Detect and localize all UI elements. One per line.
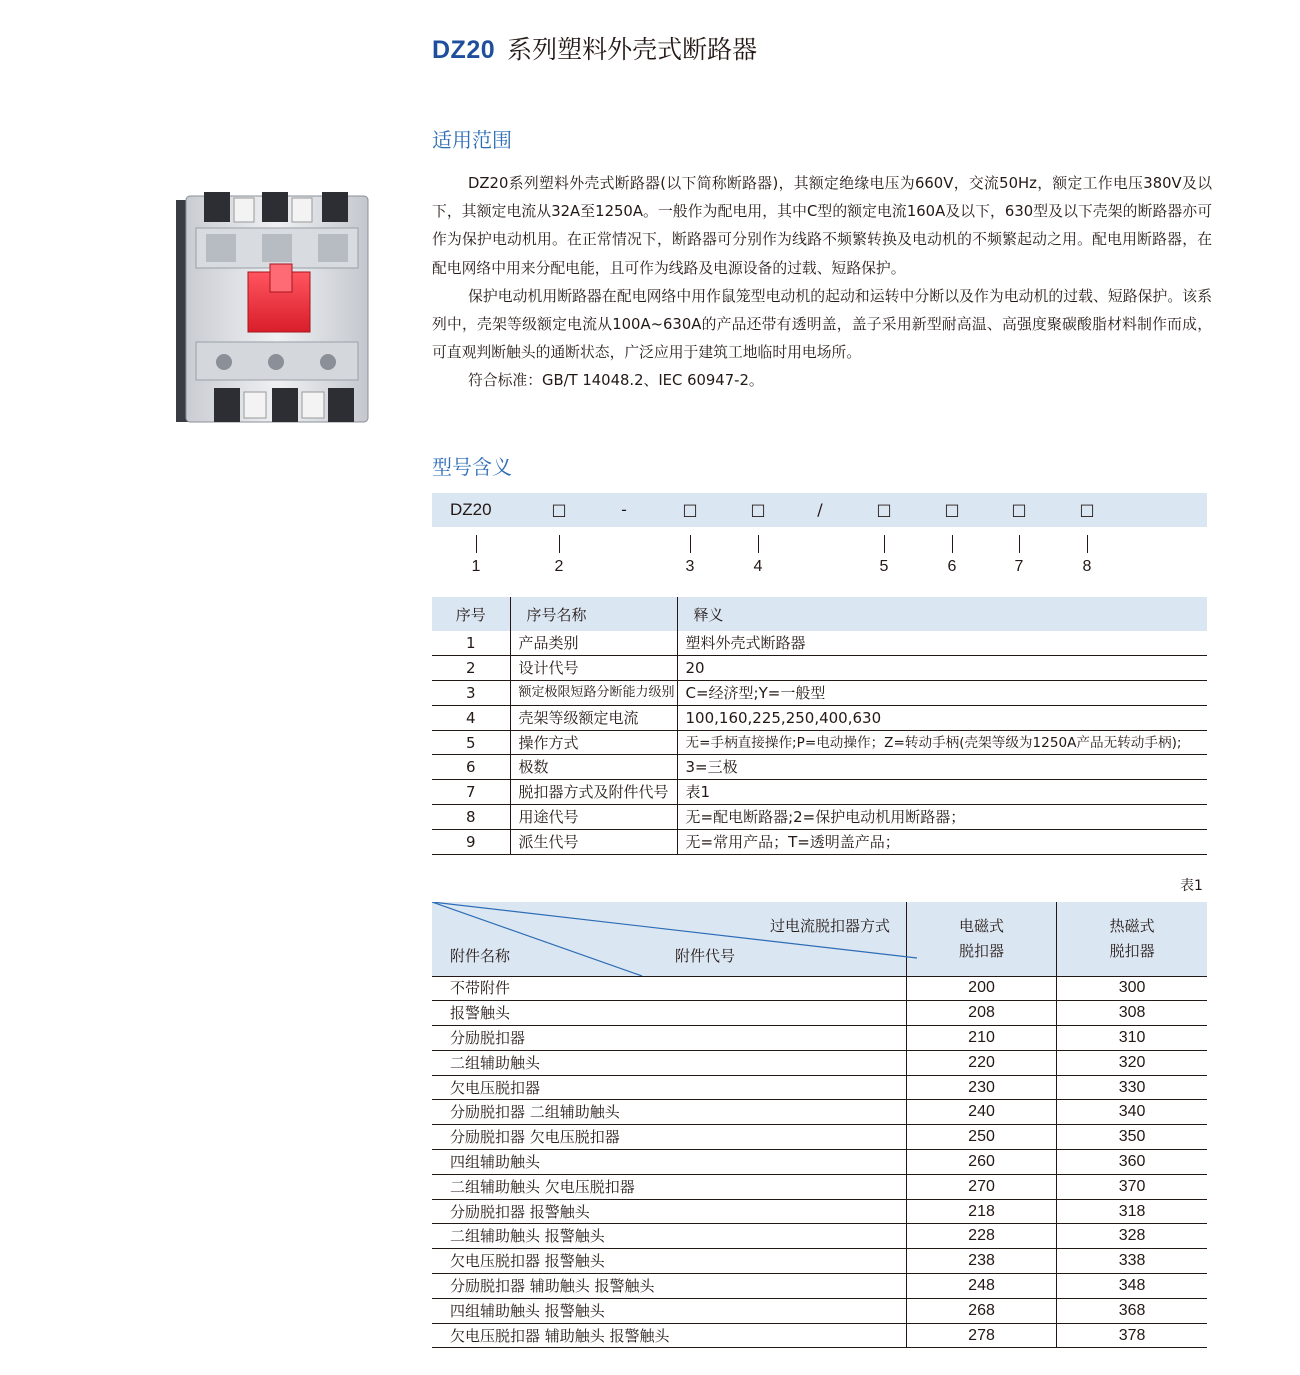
cell-tm-code: 368	[1057, 1298, 1207, 1323]
table-row	[432, 1001, 1207, 1026]
header-thermal-magnetic-line2: 脱扣器	[1109, 941, 1155, 960]
cell-em-code: 250	[906, 1125, 1056, 1150]
cell-accessory: 分励脱扣器 辅助触头 报警触头	[432, 1274, 906, 1299]
cell-em-code: 270	[906, 1174, 1056, 1199]
cell-em-code: 200	[906, 976, 1056, 1001]
header-accessory-name: 附件名称	[450, 947, 511, 965]
cell-tm-code: 318	[1057, 1199, 1207, 1224]
code-number: 8	[1082, 558, 1092, 575]
table-row	[432, 1249, 1207, 1274]
header-electromagnetic	[906, 902, 1056, 976]
diagonal-header-cell	[432, 902, 906, 976]
cell-tm-code: 338	[1057, 1249, 1207, 1274]
scope-body	[432, 170, 1212, 396]
table-row	[432, 656, 1207, 681]
cell-accessory: 欠电压脱扣器	[432, 1075, 906, 1100]
cell-tm-code: 348	[1057, 1274, 1207, 1299]
cell-accessory: 报警触头	[432, 1001, 906, 1026]
table-row	[432, 780, 1207, 805]
table-row	[432, 730, 1207, 755]
cell-em-code: 208	[906, 1001, 1056, 1026]
cell-name: 脱扣器方式及附件代号	[510, 780, 677, 805]
cell-index: 4	[432, 705, 510, 730]
cell-accessory: 四组辅助触头 报警触头	[432, 1298, 906, 1323]
code-number: 2	[554, 558, 564, 575]
code-box-3: □	[682, 500, 698, 519]
code-number: 1	[471, 558, 481, 575]
table-row	[432, 631, 1207, 656]
cell-em-code: 248	[906, 1274, 1056, 1299]
table-row	[432, 1298, 1207, 1323]
code-number: 5	[879, 558, 889, 575]
table-row	[432, 1150, 1207, 1175]
table-row	[432, 705, 1207, 730]
cell-tm-code: 330	[1057, 1075, 1207, 1100]
code-box-2: □	[551, 500, 567, 519]
cell-index: 7	[432, 780, 510, 805]
cell-index: 9	[432, 829, 510, 854]
cell-meaning: 无=配电断路器;2=保护电动机用断路器；	[677, 805, 1207, 830]
code-box-5: □	[876, 500, 892, 519]
cell-meaning: 无=手柄直接操作;P=电动操作；Z=转动手柄(壳架等级为1250A产品无转动手柄);	[677, 730, 1207, 755]
cell-meaning: 塑料外壳式断路器	[677, 631, 1207, 656]
scope-heading: 适用范围	[432, 128, 512, 152]
cell-accessory: 欠电压脱扣器 辅助触头 报警触头	[432, 1323, 906, 1348]
scope-paragraph-1: DZ20系列塑料外壳式断路器(以下简称断路器)，其额定绝缘电压为660V，交流50Hz，额定工作电压380V及以下，其额定电流从32A至1250A。一般作为配电用，其中C型的额定电流160A及以下，630型及以下壳架的断路器亦可作为保护电动机用。在正常情况下，断路器可分别作为线路不频繁转换及电动机的不频繁起动之用。配电用断路器，在配电网络中用来分配电能，且可作为线路及电源设备的过载、短路保护。	[432, 175, 1212, 277]
code-tick	[884, 535, 885, 553]
cell-name: 壳架等级额定电流	[510, 705, 677, 730]
table-row	[432, 1050, 1207, 1075]
cell-name: 额定极限短路分断能力级别	[510, 681, 677, 706]
cell-name: 用途代号	[510, 805, 677, 830]
cell-em-code: 230	[906, 1075, 1056, 1100]
cell-tm-code: 320	[1057, 1050, 1207, 1075]
circuit-breaker-image	[176, 192, 374, 428]
cell-meaning: 100,160,225,250,400,630	[677, 705, 1207, 730]
header-thermal-magnetic	[1057, 902, 1207, 976]
code-dash: -	[621, 500, 627, 519]
cell-tm-code: 340	[1057, 1100, 1207, 1125]
cell-accessory: 欠电压脱扣器 报警触头	[432, 1249, 906, 1274]
code-tick	[1019, 535, 1020, 553]
cell-index: 2	[432, 656, 510, 681]
table1-caption: 表1	[1180, 878, 1203, 894]
code-tick	[690, 535, 691, 553]
col-header-meaning: 释义	[677, 597, 1207, 631]
cell-index: 3	[432, 681, 510, 706]
cell-tm-code: 328	[1057, 1224, 1207, 1249]
cell-accessory: 分励脱扣器	[432, 1026, 906, 1051]
cell-meaning: 3=三极	[677, 755, 1207, 780]
cell-em-code: 228	[906, 1224, 1056, 1249]
header-accessory-code: 附件代号	[675, 947, 736, 965]
table-row	[432, 805, 1207, 830]
code-number: 4	[753, 558, 763, 575]
cell-name: 操作方式	[510, 730, 677, 755]
cell-em-code: 220	[906, 1050, 1056, 1075]
code-slash: /	[817, 500, 823, 519]
table-row	[432, 1100, 1207, 1125]
cell-em-code: 278	[906, 1323, 1056, 1348]
code-box-7: □	[1011, 500, 1027, 519]
cell-name: 极数	[510, 755, 677, 780]
table-row	[432, 1224, 1207, 1249]
cell-accessory: 二组辅助触头 欠电压脱扣器	[432, 1174, 906, 1199]
table-row	[432, 1174, 1207, 1199]
col-header-index: 序号	[432, 597, 510, 631]
scope-paragraph-2: 保护电动机用断路器在配电网络中用作鼠笼型电动机的起动和运转中分断以及作为电动机的过载、短路保护。该系列中，壳架等级额定电流从100A~630A的产品还带有透明盖，盖子采用新型耐高温、高强度聚碳酸脂材料制作而成，可直观判断触头的通断状态，广泛应用于建筑工地临时用电场所。	[432, 287, 1212, 362]
cell-accessory: 二组辅助触头	[432, 1050, 906, 1075]
table-row	[432, 1026, 1207, 1051]
table-row	[432, 755, 1207, 780]
code-box-4: □	[750, 500, 766, 519]
cell-name: 设计代号	[510, 656, 677, 681]
code-box-6: □	[944, 500, 960, 519]
cell-name: 派生代号	[510, 829, 677, 854]
header-thermal-magnetic-line1: 热磁式	[1109, 916, 1155, 935]
accessory-code-table	[432, 902, 1207, 1348]
cell-accessory: 四组辅助触头	[432, 1150, 906, 1175]
cell-em-code: 268	[906, 1298, 1056, 1323]
cell-tm-code: 360	[1057, 1150, 1207, 1175]
table-row	[432, 681, 1207, 706]
table-header-row	[432, 902, 1207, 976]
code-number: 3	[685, 558, 695, 575]
cell-index: 1	[432, 631, 510, 656]
cell-meaning: 20	[677, 656, 1207, 681]
cell-meaning: 无=常用产品；T=透明盖产品；	[677, 829, 1207, 854]
cell-tm-code: 308	[1057, 1001, 1207, 1026]
header-electromagnetic-line2: 脱扣器	[959, 941, 1005, 960]
scope-paragraph-3: 符合标准：GB/T 14048.2、IEC 60947-2。	[468, 372, 764, 390]
table-row	[432, 1274, 1207, 1299]
cell-em-code: 240	[906, 1100, 1056, 1125]
model-code-bar	[432, 493, 1207, 527]
table-row	[432, 1323, 1207, 1348]
cell-meaning: 表1	[677, 780, 1207, 805]
cell-accessory: 分励脱扣器 报警触头	[432, 1199, 906, 1224]
model-meaning-table	[432, 597, 1207, 855]
code-tick	[952, 535, 953, 553]
cell-em-code: 238	[906, 1249, 1056, 1274]
code-box-8: □	[1079, 500, 1095, 519]
cell-em-code: 210	[906, 1026, 1056, 1051]
cell-accessory: 分励脱扣器 二组辅助触头	[432, 1100, 906, 1125]
table-row	[432, 1075, 1207, 1100]
code-number: 7	[1014, 558, 1024, 575]
col-header-name: 序号名称	[510, 597, 677, 631]
title-model: DZ20	[432, 36, 496, 64]
cell-tm-code: 350	[1057, 1125, 1207, 1150]
cell-tm-code: 300	[1057, 976, 1207, 1001]
code-number: 6	[947, 558, 957, 575]
table-row	[432, 829, 1207, 854]
model-meaning-heading: 型号含义	[432, 455, 512, 479]
code-tick	[559, 535, 560, 553]
title-name: 系列塑料外壳式断路器	[507, 35, 758, 64]
cell-tm-code: 378	[1057, 1323, 1207, 1348]
table-row	[432, 976, 1207, 1001]
cell-tm-code: 370	[1057, 1174, 1207, 1199]
header-overcurrent: 过电流脱扣器方式	[770, 917, 891, 935]
table-row	[432, 1125, 1207, 1150]
code-tick	[1087, 535, 1088, 553]
code-tick	[758, 535, 759, 553]
code-lead: DZ20	[450, 500, 492, 519]
table-row	[432, 1199, 1207, 1224]
cell-index: 5	[432, 730, 510, 755]
cell-accessory: 二组辅助触头 报警触头	[432, 1224, 906, 1249]
cell-accessory: 分励脱扣器 欠电压脱扣器	[432, 1125, 906, 1150]
cell-index: 6	[432, 755, 510, 780]
cell-em-code: 218	[906, 1199, 1056, 1224]
cell-tm-code: 310	[1057, 1026, 1207, 1051]
cell-accessory: 不带附件	[432, 976, 906, 1001]
cell-em-code: 260	[906, 1150, 1056, 1175]
cell-meaning: C=经济型;Y=一般型	[677, 681, 1207, 706]
header-electromagnetic-line1: 电磁式	[959, 916, 1005, 935]
cell-index: 8	[432, 805, 510, 830]
table-header-row	[432, 597, 1207, 631]
cell-name: 产品类别	[510, 631, 677, 656]
code-tick	[476, 535, 477, 553]
page-title	[432, 30, 757, 70]
